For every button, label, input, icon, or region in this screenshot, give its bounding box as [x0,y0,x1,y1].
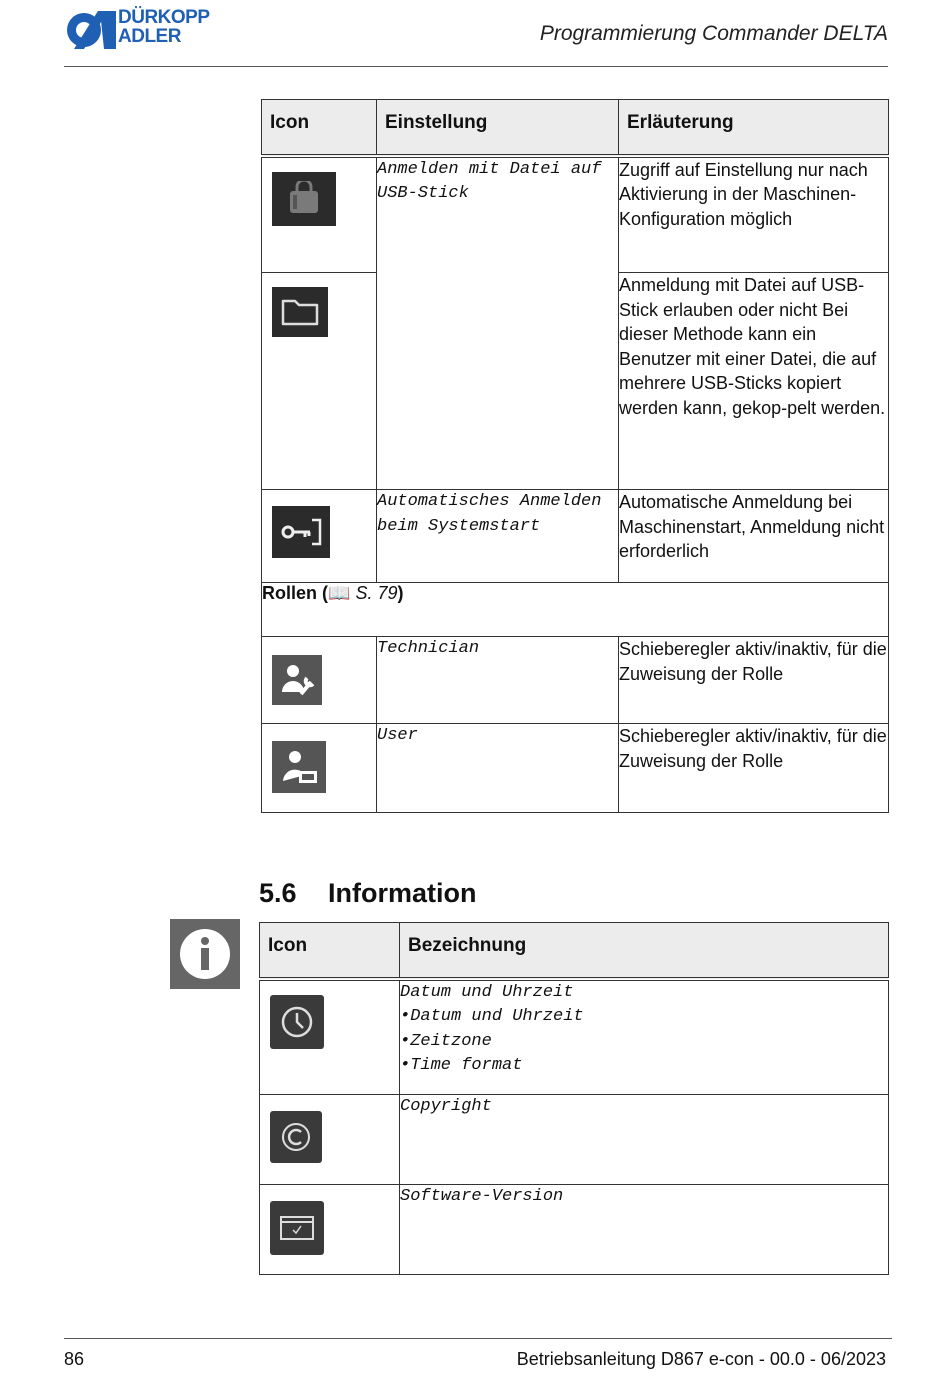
icon-cell [262,490,377,583]
setting-cell: User [377,724,619,813]
item-title: Datum und Uhrzeit [400,982,574,1002]
info-icon [170,919,240,989]
rollen-close: ) [397,583,404,603]
key-login-icon [272,506,330,558]
setting-cell: Technician [377,637,619,724]
icon-cell [260,1095,400,1185]
table-header-row [260,923,889,979]
information-table [259,922,889,1275]
explanation-cell: Automatische Anmeldung bei Maschinenstart, Anmeldung nicht erforderlich [619,490,889,583]
user-icon [272,741,326,793]
page-reference-link[interactable]: S. 79 [355,583,398,603]
name-cell: Software-Version [400,1185,889,1275]
list-item: •Zeitzone [400,1031,492,1051]
settings-table [261,99,889,813]
brand-name [118,8,210,46]
column-header-name: Bezeichnung [400,923,889,979]
rollen-row [262,583,889,637]
software-version-icon [270,1201,324,1255]
setting-cell: Automatisches Anmelden beim Systemstart [377,490,619,583]
name-cell: Copyright [400,1095,889,1185]
icon-cell [262,724,377,813]
header-divider [64,66,888,67]
explanation-cell: Zugriff auf Einstellung nur nach Aktivierung in der Maschinen-Konfiguration möglich [619,156,889,273]
table-row [260,1095,889,1185]
table-row [262,490,889,583]
table-row [260,1185,889,1275]
explanation-cell: Schieberegler aktiv/inaktiv, für die Zuweisung der Rolle [619,724,889,813]
list-item: •Time format [400,1056,523,1075]
footer-divider [64,1338,892,1339]
icon-cell [262,156,377,273]
brand-line-1: DÜRKOPP [118,7,210,28]
icon-cell [262,273,377,490]
document-reference: Betriebsanleitung D867 e-con - 00.0 - 06/2023 [516,1349,886,1369]
list-item: •Datum und Uhrzeit [400,1007,584,1026]
table-row [262,637,889,724]
column-header-icon: Icon [262,100,377,156]
explanation-cell: Schieberegler aktiv/inaktiv, für die Zuweisung der Rolle [619,637,889,724]
column-header-setting: Einstellung [377,100,619,156]
table-row [262,156,889,273]
icon-cell [260,979,400,1095]
usb-lock-icon [272,172,336,226]
copyright-icon [270,1111,322,1163]
icon-cell [262,637,377,724]
duerkopp-adler-logo-icon [64,9,118,51]
rollen-heading [262,583,889,637]
icon-cell [260,1185,400,1275]
rollen-label: Rollen ( [262,583,328,603]
setting-cell: Anmelden mit Datei auf USB-Stick [377,156,619,490]
book-icon: 📖 [328,583,351,603]
column-header-explanation: Erläuterung [619,100,889,156]
table-row [260,979,889,1095]
table-row [262,724,889,813]
folder-icon [272,287,328,337]
brand-line-2: ADLER [118,26,181,47]
section-title: Information [328,878,477,908]
section-number: 5.6 [259,878,297,908]
name-cell [400,979,889,1095]
explanation-cell: Anmeldung mit Datei auf USB-Stick erlauben oder nicht Bei dieser Methode kann ein Benutzer mit einer Datei, die auf mehrere USB-Sticks kopiert werden kann, gekop-pelt werden. [619,273,889,490]
clock-icon [270,995,324,1049]
page-header-title: Programmierung Commander DELTA [539,22,888,45]
technician-icon [272,655,322,705]
table-header-row [262,100,889,156]
page-number: 86 [64,1349,85,1369]
column-header-icon: Icon [260,923,400,979]
